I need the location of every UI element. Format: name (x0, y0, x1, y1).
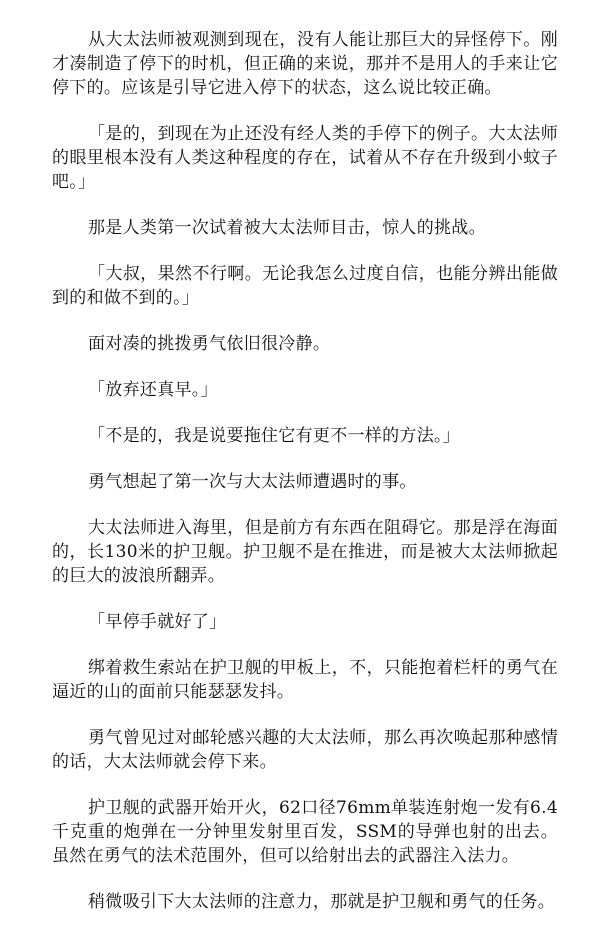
paragraph: 护卫舰的武器开始开火，62口径76mm单装连射炮一发有6.4千克重的炮弹在一分钟里发射里百发，SSM的导弹也射的出去。虽然在勇气的法术范围外，但可以给射出去的武器注入法力。 (52, 798, 558, 866)
document-page (52, 28, 558, 936)
paragraph: 「是的，到现在为止还没有经人类的手停下的例子。大太法师的眼里根本没有人类这种程度的存在，试着从不存在升级到小蚊子吧。」 (52, 124, 558, 192)
paragraph: 「放弃还真早。」 (88, 380, 218, 400)
paragraph: 绑着救生索站在护卫舰的甲板上，不，只能抱着栏杆的勇气在逼近的山的面前只能瑟瑟发抖。 (52, 658, 558, 702)
paragraph: 稍微吸引下大太法师的注意力，那就是护卫舰和勇气的任务。 (88, 892, 556, 912)
paragraph: 那是人类第一次试着被大太法师目击，惊人的挑战。 (88, 218, 486, 238)
paragraph: 从大太法师被观测到现在，没有人能让那巨大的异怪停下。刚才凑制造了停下的时机，但正确的来说，那并不是用人的手来让它停下的。应该是引导它进入停下的状态，这么说比较正确。 (52, 30, 558, 98)
paragraph: 「大叔，果然不行啊。无论我怎么过度自信，也能分辨出能做到的和做不到的。」 (52, 264, 558, 308)
paragraph: 「早停手就好了」 (88, 612, 227, 632)
paragraph: 勇气曾见过对邮轮感兴趣的大太法师，那么再次唤起那种感情的话，大太法师就会停下来。 (52, 728, 558, 772)
paragraph: 面对凑的挑拨勇气依旧很冷静。 (88, 334, 331, 354)
paragraph: 大太法师进入海里，但是前方有东西在阻碍它。那是浮在海面的，长130米的护卫舰。护卫舰不是在推进，而是被大太法师掀起的巨大的波浪所翻弄。 (52, 518, 558, 586)
paragraph: 勇气想起了第一次与大太法师遭遇时的事。 (88, 472, 417, 492)
paragraph: 「不是的，我是说要拖住它有更不一样的方法。」 (88, 426, 461, 446)
